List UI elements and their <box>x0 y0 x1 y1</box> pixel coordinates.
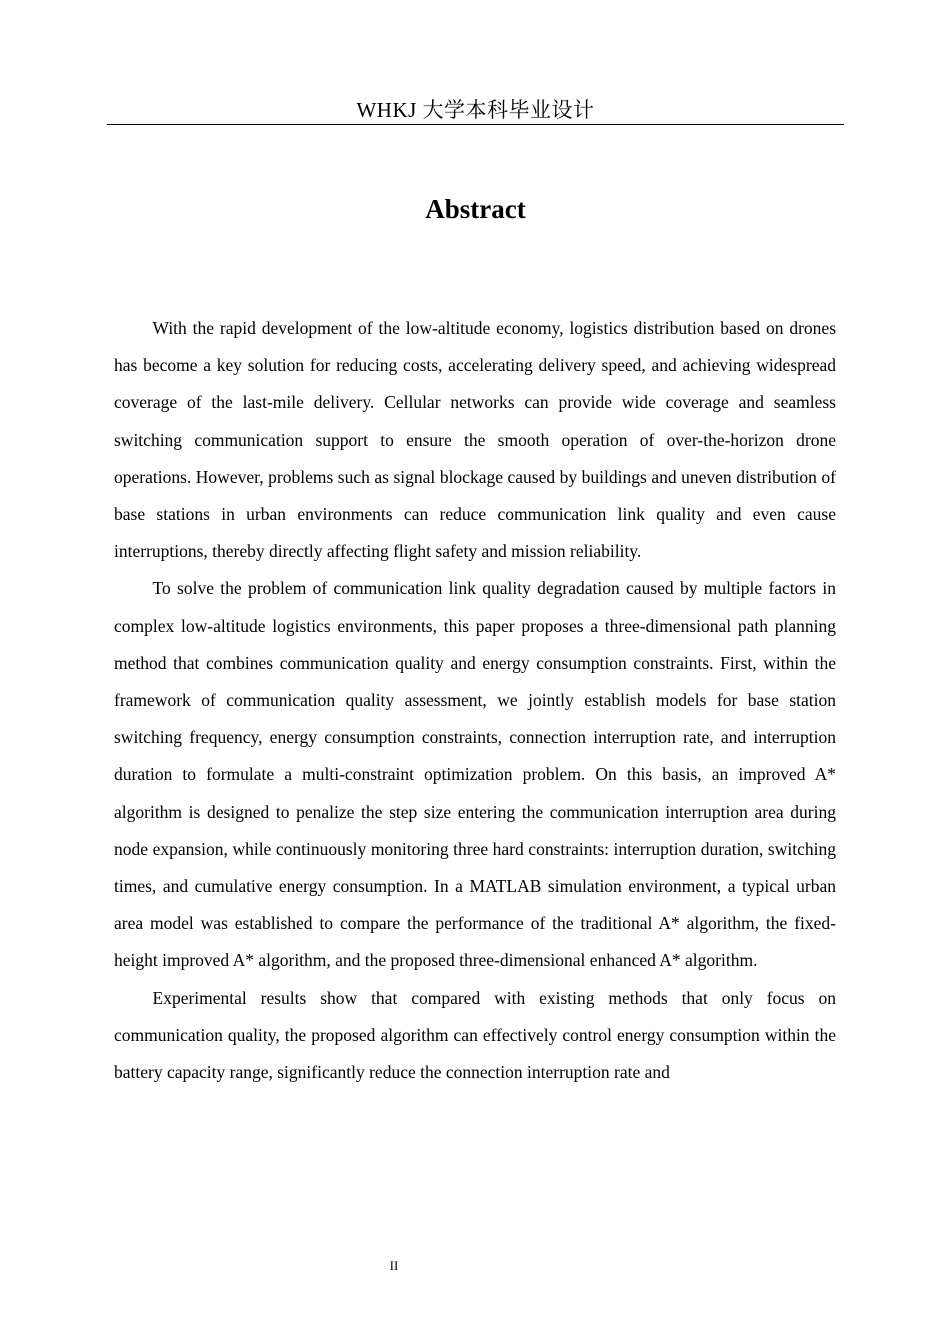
header-divider <box>107 124 844 125</box>
page-header: WHKJ 大学本科毕业设计 <box>356 98 595 122</box>
abstract-paragraph-3: Experimental results show that compared with existing methods that only focus on communication quality, the proposed algorithm can effectively control energy consumption within the battery capacity range, significantly reduce the connection interruption rate and <box>114 987 836 1083</box>
page-number: II <box>389 1258 399 1273</box>
abstract-paragraph-2: To solve the problem of communication link quality degradation caused by multiple factors in complex low-altitude logistics environments, this paper proposes a three-dimensional path planning method that combines communication quality and energy consumption constraints. First, within the framework of communication quality assessment, we jointly establish models for base station switching frequency, energy consumption constraints, connection interruption rate, and interruption duration to formulate a multi-constraint optimization problem. On this basis, an improved A* algorithm is designed to penalize the step size entering the communication interruption area during node expansion, while continuously monitoring three hard constraints: interruption duration, switching times, and cumulative energy consumption. In a MATLAB simulation environment, a typical urban area model was established to compare the performance of the traditional A* algorithm, the fixed-height improved A* algorithm, and the proposed three-dimensional enhanced A* algorithm. <box>114 578 836 971</box>
abstract-body <box>114 310 836 1091</box>
abstract-paragraph-1: With the rapid development of the low-altitude economy, logistics distribution based on drones has become a key solution for reducing costs, accelerating delivery speed, and achieving widespread coverage of the last-mile delivery. Cellular networks can provide wide coverage and seamless switching communication support to ensure the smooth operation of over-the-horizon drone operations. However, problems such as signal blockage caused by buildings and uneven distribution of base stations in urban environments can reduce communication link quality and even cause interruptions, thereby directly affecting flight safety and mission reliability. <box>114 318 836 562</box>
abstract-heading: Abstract <box>425 194 526 224</box>
